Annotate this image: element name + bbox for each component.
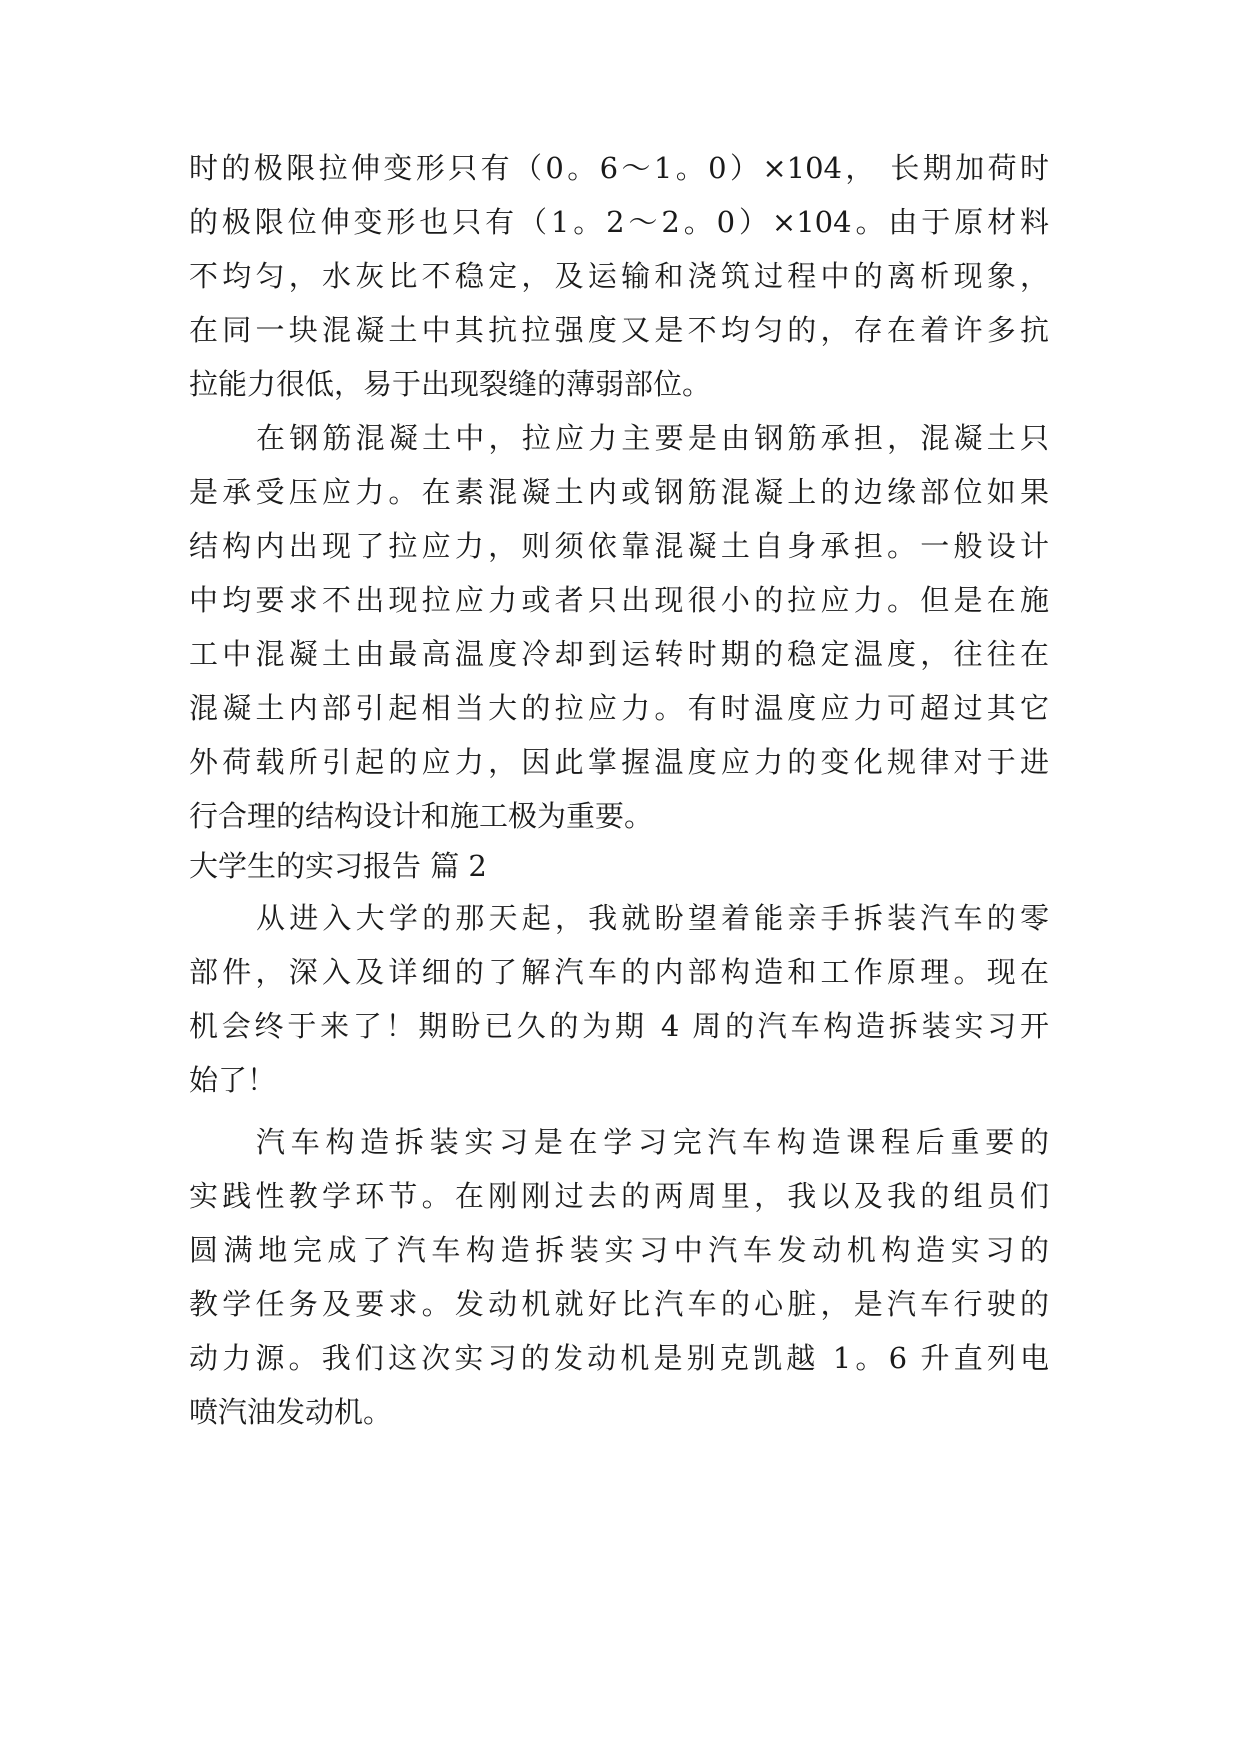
paragraph-1-line-3: 不均匀，水灰比不稳定，及运输和浇筑过程中的离析现象， — [189, 259, 1049, 293]
paragraph-4-line-5: 动力源。我们这次实习的发动机是别克凯越 1。6 升直列电 — [189, 1341, 1049, 1375]
paragraph-2-line-2: 是承受压应力。在素混凝土内或钢筋混凝上的边缘部位如果 — [189, 475, 1049, 509]
paragraph-2-line-3: 结构内出现了拉应力，则须依靠混凝土自身承担。一般设计 — [189, 529, 1049, 563]
paragraph-1-line-1: 时的极限拉伸变形只有（0。6～1。0）×104， 长期加荷时 — [189, 151, 1049, 185]
paragraph-1-line-4: 在同一块混凝土中其抗拉强度又是不均匀的，存在着许多抗 — [189, 313, 1049, 347]
paragraph-1-line-5: 拉能力很低，易于出现裂缝的薄弱部位。 — [189, 367, 712, 401]
paragraph-1-line-2: 的极限位伸变形也只有（1。2～2。0）×104。由于原材料 — [189, 205, 1049, 239]
paragraph-2-line-5: 工中混凝土由最高温度冷却到运转时期的稳定温度，往往在 — [189, 637, 1049, 671]
paragraph-3-line-2: 部件，深入及详细的了解汽车的内部构造和工作原理。现在 — [189, 955, 1049, 989]
paragraph-4-line-1: 汽车构造拆装实习是在学习完汽车构造课程后重要的 — [256, 1125, 1049, 1159]
paragraph-2-line-7: 外荷载所引起的应力，因此掌握温度应力的变化规律对于进 — [189, 745, 1049, 779]
paragraph-3-line-4: 始了！ — [189, 1063, 277, 1097]
paragraph-2-line-6: 混凝土内部引起相当大的拉应力。有时温度应力可超过其它 — [189, 691, 1049, 725]
paragraph-4-line-2: 实践性教学环节。在刚刚过去的两周里，我以及我的组员们 — [189, 1179, 1049, 1213]
paragraph-4-line-6: 喷汽油发动机。 — [189, 1395, 393, 1429]
paragraph-3-line-1: 从进入大学的那天起，我就盼望着能亲手拆装汽车的零 — [256, 901, 1049, 935]
paragraph-2-line-1: 在钢筋混凝土中，拉应力主要是由钢筋承担，混凝土只 — [256, 421, 1049, 455]
paragraph-4-line-4: 教学任务及要求。发动机就好比汽车的心脏，是汽车行驶的 — [189, 1287, 1049, 1321]
section-heading: 大学生的实习报告 篇 2 — [189, 849, 487, 883]
paragraph-3-line-3: 机会终于来了！期盼已久的为期 4 周的汽车构造拆装实习开 — [189, 1009, 1049, 1043]
paragraph-4-line-3: 圆满地完成了汽车构造拆装实习中汽车发动机构造实习的 — [189, 1233, 1049, 1267]
paragraph-2-line-4: 中均要求不出现拉应力或者只出现很小的拉应力。但是在施 — [189, 583, 1049, 617]
paragraph-2-line-8: 行合理的结构设计和施工极为重要。 — [189, 799, 654, 833]
